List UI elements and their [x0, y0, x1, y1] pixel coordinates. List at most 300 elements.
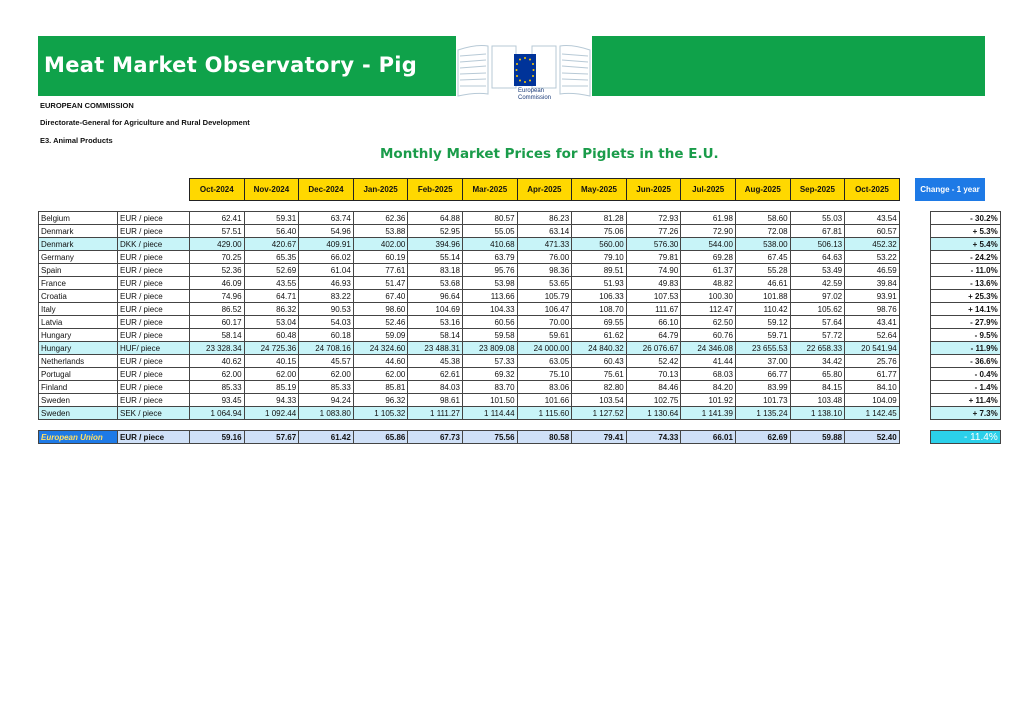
table-row	[39, 251, 1001, 264]
price-cell: 55.05	[462, 225, 517, 238]
price-cell: 72.08	[735, 225, 790, 238]
unit-cell: DKK / piece	[118, 238, 190, 251]
table-row	[39, 394, 1001, 407]
price-table	[38, 211, 1001, 420]
price-cell: 89.51	[572, 264, 627, 277]
price-cell: 54.96	[299, 225, 354, 238]
price-cell: 1 083.80	[299, 407, 354, 420]
price-cell: 86.23	[517, 212, 572, 225]
price-cell: 65.80	[790, 368, 845, 381]
spacer-cell	[899, 316, 930, 329]
price-cell: 63.14	[517, 225, 572, 238]
price-cell: 81.28	[572, 212, 627, 225]
price-cell: 70.13	[626, 368, 681, 381]
spacer-cell	[899, 290, 930, 303]
price-cell: 538.00	[735, 238, 790, 251]
price-cell: 61.62	[572, 329, 627, 342]
org-name: EUROPEAN COMMISSION	[40, 101, 134, 110]
price-cell: 55.14	[408, 251, 463, 264]
month-header: Aug-2025	[735, 178, 791, 201]
country-cell: Croatia	[39, 290, 118, 303]
price-cell: 46.59	[845, 264, 900, 277]
price-cell: 1 127.52	[572, 407, 627, 420]
price-cell: 1 111.27	[408, 407, 463, 420]
price-cell: 52.42	[626, 355, 681, 368]
price-cell: 77.26	[626, 225, 681, 238]
price-cell: 70.25	[190, 251, 245, 264]
price-cell: 55.28	[735, 264, 790, 277]
price-cell: 54.03	[299, 316, 354, 329]
price-cell: 101.73	[735, 394, 790, 407]
price-cell: 25.76	[845, 355, 900, 368]
unit-cell: EUR / piece	[118, 394, 190, 407]
price-cell: 23 488.31	[408, 342, 463, 355]
price-cell: 1 064.94	[190, 407, 245, 420]
price-cell: 410.68	[462, 238, 517, 251]
eu-price-cell: 61.42	[299, 431, 354, 444]
price-cell: 57.64	[790, 316, 845, 329]
price-cell: 57.72	[790, 329, 845, 342]
price-cell: 75.06	[572, 225, 627, 238]
price-cell: 402.00	[353, 238, 408, 251]
price-cell: 96.64	[408, 290, 463, 303]
price-cell: 1 115.60	[517, 407, 572, 420]
price-cell: 98.60	[353, 303, 408, 316]
price-cell: 94.33	[244, 394, 299, 407]
price-cell: 66.02	[299, 251, 354, 264]
price-cell: 43.55	[244, 277, 299, 290]
price-cell: 23 328.34	[190, 342, 245, 355]
table-row	[39, 303, 1001, 316]
price-cell: 63.79	[462, 251, 517, 264]
price-cell: 52.69	[244, 264, 299, 277]
price-cell: 53.68	[408, 277, 463, 290]
eu-price-cell: 66.01	[681, 431, 736, 444]
price-cell: 560.00	[572, 238, 627, 251]
price-cell: 420.67	[244, 238, 299, 251]
price-cell: 1 092.44	[244, 407, 299, 420]
price-cell: 96.32	[353, 394, 408, 407]
price-cell: 46.61	[735, 277, 790, 290]
table-row	[39, 212, 1001, 225]
spacer-cell	[899, 394, 930, 407]
price-cell: 85.19	[244, 381, 299, 394]
month-header: May-2025	[571, 178, 627, 201]
country-cell: Sweden	[39, 394, 118, 407]
price-cell: 98.61	[408, 394, 463, 407]
eu-price-cell: 59.16	[190, 431, 245, 444]
eu-average-table	[38, 430, 1001, 444]
spacer-cell	[899, 355, 930, 368]
price-cell: 43.41	[845, 316, 900, 329]
logo-text: European Commission	[518, 88, 552, 101]
price-cell: 57.33	[462, 355, 517, 368]
price-cell: 93.45	[190, 394, 245, 407]
unit-cell: EUR / piece	[118, 316, 190, 329]
price-cell: 22 658.33	[790, 342, 845, 355]
price-cell: 58.14	[408, 329, 463, 342]
spacer-cell	[899, 329, 930, 342]
price-cell: 61.98	[681, 212, 736, 225]
price-cell: 1 105.32	[353, 407, 408, 420]
eu-price-cell: 80.58	[517, 431, 572, 444]
table-row	[39, 290, 1001, 303]
price-cell: 48.82	[681, 277, 736, 290]
table-row	[39, 277, 1001, 290]
unit-cell: EUR / piece	[118, 381, 190, 394]
change-cell: + 25.3%	[930, 290, 1000, 303]
price-cell: 576.30	[626, 238, 681, 251]
price-cell: 40.62	[190, 355, 245, 368]
price-cell: 112.47	[681, 303, 736, 316]
price-cell: 104.33	[462, 303, 517, 316]
spacer-cell	[899, 407, 930, 420]
eu-price-cell: 67.73	[408, 431, 463, 444]
price-cell: 105.79	[517, 290, 572, 303]
table-row	[39, 381, 1001, 394]
price-cell: 70.00	[517, 316, 572, 329]
price-cell: 59.12	[735, 316, 790, 329]
price-cell: 59.58	[462, 329, 517, 342]
change-cell: + 5.4%	[930, 238, 1000, 251]
change-cell: - 24.2%	[930, 251, 1000, 264]
month-header: Apr-2025	[517, 178, 573, 201]
price-cell: 1 141.39	[681, 407, 736, 420]
country-cell: Denmark	[39, 225, 118, 238]
table-row	[39, 407, 1001, 420]
price-cell: 62.36	[353, 212, 408, 225]
unit-cell: EUR / piece	[118, 251, 190, 264]
price-cell: 69.32	[462, 368, 517, 381]
unit-cell: EUR / piece	[118, 368, 190, 381]
unit-cell: EUR / piece	[118, 290, 190, 303]
price-cell: 471.33	[517, 238, 572, 251]
unit-cell: EUR / piece	[118, 225, 190, 238]
price-cell: 85.33	[190, 381, 245, 394]
change-cell: - 36.6%	[930, 355, 1000, 368]
price-cell: 53.04	[244, 316, 299, 329]
price-cell: 52.46	[353, 316, 408, 329]
price-cell: 58.14	[190, 329, 245, 342]
price-cell: 51.93	[572, 277, 627, 290]
price-cell: 75.61	[572, 368, 627, 381]
month-header: Jul-2025	[680, 178, 736, 201]
table-row	[39, 342, 1001, 355]
price-cell: 61.04	[299, 264, 354, 277]
change-cell: - 0.4%	[930, 368, 1000, 381]
price-cell: 39.84	[845, 277, 900, 290]
price-cell: 46.09	[190, 277, 245, 290]
unit-cell: EUR / piece	[118, 277, 190, 290]
spacer-cell	[899, 303, 930, 316]
price-cell: 23 809.08	[462, 342, 517, 355]
price-cell: 83.70	[462, 381, 517, 394]
eu-price-cell: 74.33	[626, 431, 681, 444]
price-cell: 42.59	[790, 277, 845, 290]
price-cell: 24 725.36	[244, 342, 299, 355]
price-cell: 79.10	[572, 251, 627, 264]
change-cell: - 9.5%	[930, 329, 1000, 342]
title-banner	[38, 36, 985, 101]
price-cell: 24 000.00	[517, 342, 572, 355]
price-cell: 98.36	[517, 264, 572, 277]
spacer-cell	[899, 368, 930, 381]
price-cell: 24 324.60	[353, 342, 408, 355]
price-cell: 53.49	[790, 264, 845, 277]
country-cell: Hungary	[39, 329, 118, 342]
european-commission-logo	[456, 36, 592, 110]
table-row	[39, 238, 1001, 251]
price-cell: 66.10	[626, 316, 681, 329]
price-cell: 45.38	[408, 355, 463, 368]
price-cell: 60.76	[681, 329, 736, 342]
table-row	[39, 329, 1001, 342]
price-cell: 60.48	[244, 329, 299, 342]
price-cell: 64.71	[244, 290, 299, 303]
month-header: Jun-2025	[626, 178, 682, 201]
price-cell: 52.64	[845, 329, 900, 342]
price-cell: 84.03	[408, 381, 463, 394]
price-cell: 105.62	[790, 303, 845, 316]
price-cell: 56.40	[244, 225, 299, 238]
price-cell: 85.81	[353, 381, 408, 394]
country-cell: Finland	[39, 381, 118, 394]
price-cell: 104.09	[845, 394, 900, 407]
spacer-cell	[899, 342, 930, 355]
price-cell: 429.00	[190, 238, 245, 251]
price-cell: 90.53	[299, 303, 354, 316]
price-cell: 53.65	[517, 277, 572, 290]
price-cell: 106.47	[517, 303, 572, 316]
price-cell: 62.00	[299, 368, 354, 381]
price-cell: 53.22	[845, 251, 900, 264]
price-cell: 76.00	[517, 251, 572, 264]
price-cell: 52.95	[408, 225, 463, 238]
unit-cell: EUR / piece	[118, 329, 190, 342]
price-cell: 101.50	[462, 394, 517, 407]
price-cell: 98.76	[845, 303, 900, 316]
spacer-cell	[899, 212, 930, 225]
price-cell: 37.00	[735, 355, 790, 368]
eu-unit-cell: EUR / piece	[118, 431, 190, 444]
price-cell: 41.44	[681, 355, 736, 368]
price-cell: 103.54	[572, 394, 627, 407]
change-cell: + 11.4%	[930, 394, 1000, 407]
price-cell: 51.47	[353, 277, 408, 290]
price-cell: 62.00	[244, 368, 299, 381]
change-cell: - 13.6%	[930, 277, 1000, 290]
price-cell: 52.36	[190, 264, 245, 277]
country-cell: Denmark	[39, 238, 118, 251]
eu-price-cell: 59.88	[790, 431, 845, 444]
price-cell: 74.90	[626, 264, 681, 277]
price-cell: 100.30	[681, 290, 736, 303]
price-cell: 59.61	[517, 329, 572, 342]
price-cell: 95.76	[462, 264, 517, 277]
price-cell: 409.91	[299, 238, 354, 251]
change-cell: + 14.1%	[930, 303, 1000, 316]
table-row	[39, 355, 1001, 368]
price-cell: 58.60	[735, 212, 790, 225]
price-cell: 44.60	[353, 355, 408, 368]
table-row	[39, 264, 1001, 277]
price-cell: 65.35	[244, 251, 299, 264]
price-cell: 1 114.44	[462, 407, 517, 420]
price-cell: 1 138.10	[790, 407, 845, 420]
price-cell: 544.00	[681, 238, 736, 251]
price-cell: 506.13	[790, 238, 845, 251]
price-cell: 69.55	[572, 316, 627, 329]
table-row	[39, 316, 1001, 329]
price-cell: 60.17	[190, 316, 245, 329]
price-cell: 60.18	[299, 329, 354, 342]
month-header: Oct-2024	[189, 178, 245, 201]
country-cell: Germany	[39, 251, 118, 264]
price-cell: 102.75	[626, 394, 681, 407]
unit-cell: EUR / piece	[118, 303, 190, 316]
price-cell: 77.61	[353, 264, 408, 277]
price-cell: 24 840.32	[572, 342, 627, 355]
spacer-cell	[899, 238, 930, 251]
price-cell: 80.57	[462, 212, 517, 225]
price-cell: 62.41	[190, 212, 245, 225]
price-cell: 72.93	[626, 212, 681, 225]
price-cell: 20 541.94	[845, 342, 900, 355]
price-cell: 94.24	[299, 394, 354, 407]
spacer-cell	[899, 431, 930, 444]
price-cell: 452.32	[845, 238, 900, 251]
spacer-cell	[899, 225, 930, 238]
price-cell: 64.88	[408, 212, 463, 225]
unit-cell: EUR / piece	[118, 355, 190, 368]
price-cell: 86.32	[244, 303, 299, 316]
price-cell: 394.96	[408, 238, 463, 251]
country-cell: Hungary	[39, 342, 118, 355]
spacer-cell	[899, 381, 930, 394]
price-cell: 69.28	[681, 251, 736, 264]
eu-price-cell: 52.40	[845, 431, 900, 444]
price-cell: 53.16	[408, 316, 463, 329]
price-cell: 43.54	[845, 212, 900, 225]
eu-row	[39, 431, 1001, 444]
change-cell: - 27.9%	[930, 316, 1000, 329]
price-cell: 60.57	[845, 225, 900, 238]
spacer-cell	[899, 264, 930, 277]
eu-country-cell: European Union	[39, 431, 118, 444]
price-cell: 66.77	[735, 368, 790, 381]
price-cell: 61.77	[845, 368, 900, 381]
price-cell: 108.70	[572, 303, 627, 316]
unit-cell: EUR / piece	[118, 212, 190, 225]
price-cell: 1 142.45	[845, 407, 900, 420]
month-header: Oct-2025	[844, 178, 900, 201]
price-cell: 59.09	[353, 329, 408, 342]
country-cell: Belgium	[39, 212, 118, 225]
price-cell: 83.22	[299, 290, 354, 303]
price-cell: 53.98	[462, 277, 517, 290]
price-cell: 63.74	[299, 212, 354, 225]
month-header: Sep-2025	[790, 178, 846, 201]
price-cell: 57.51	[190, 225, 245, 238]
price-cell: 67.40	[353, 290, 408, 303]
directorate-name: Directorate-General for Agriculture and Rural Development	[40, 118, 250, 127]
price-cell: 84.15	[790, 381, 845, 394]
country-cell: France	[39, 277, 118, 290]
price-cell: 107.53	[626, 290, 681, 303]
country-cell: Sweden	[39, 407, 118, 420]
price-cell: 1 135.24	[735, 407, 790, 420]
price-cell: 83.18	[408, 264, 463, 277]
price-cell: 103.48	[790, 394, 845, 407]
change-cell: - 11.0%	[930, 264, 1000, 277]
price-cell: 67.81	[790, 225, 845, 238]
change-cell: - 1.4%	[930, 381, 1000, 394]
country-cell: Netherlands	[39, 355, 118, 368]
month-header: Jan-2025	[353, 178, 409, 201]
price-cell: 101.88	[735, 290, 790, 303]
price-cell: 64.79	[626, 329, 681, 342]
price-cell: 101.66	[517, 394, 572, 407]
spacer-cell	[899, 251, 930, 264]
unit-cell: HUF/ piece	[118, 342, 190, 355]
change-cell: - 11.9%	[930, 342, 1000, 355]
price-cell: 34.42	[790, 355, 845, 368]
price-cell: 68.03	[681, 368, 736, 381]
price-cell: 46.93	[299, 277, 354, 290]
price-cell: 26 076.67	[626, 342, 681, 355]
spacer-cell	[899, 277, 930, 290]
price-cell: 40.15	[244, 355, 299, 368]
table-row	[39, 225, 1001, 238]
price-cell: 106.33	[572, 290, 627, 303]
country-cell: Latvia	[39, 316, 118, 329]
change-cell: - 30.2%	[930, 212, 1000, 225]
eu-price-cell: 57.67	[244, 431, 299, 444]
month-header: Mar-2025	[462, 178, 518, 201]
month-header: Dec-2024	[298, 178, 354, 201]
price-cell: 111.67	[626, 303, 681, 316]
price-cell: 60.19	[353, 251, 408, 264]
page-title: Meat Market Observatory - Pig	[44, 53, 418, 77]
price-cell: 101.92	[681, 394, 736, 407]
price-cell: 84.46	[626, 381, 681, 394]
price-cell: 62.50	[681, 316, 736, 329]
price-cell: 84.10	[845, 381, 900, 394]
price-cell: 84.20	[681, 381, 736, 394]
price-cell: 60.43	[572, 355, 627, 368]
price-cell: 64.63	[790, 251, 845, 264]
eu-change-cell: - 11.4%	[930, 431, 1000, 444]
price-cell: 23 655.53	[735, 342, 790, 355]
table-row	[39, 368, 1001, 381]
unit-cell: SEK / piece	[118, 407, 190, 420]
price-cell: 74.96	[190, 290, 245, 303]
eu-price-cell: 62.69	[735, 431, 790, 444]
unit-cell: EUR / piece	[118, 264, 190, 277]
price-cell: 59.31	[244, 212, 299, 225]
price-cell: 67.45	[735, 251, 790, 264]
price-cell: 62.00	[353, 368, 408, 381]
change-cell: + 7.3%	[930, 407, 1000, 420]
price-cell: 45.57	[299, 355, 354, 368]
table-title: Monthly Market Prices for Piglets in the E.U.	[380, 146, 719, 162]
eu-price-cell: 65.86	[353, 431, 408, 444]
price-cell: 24 708.16	[299, 342, 354, 355]
price-cell: 83.99	[735, 381, 790, 394]
price-cell: 53.88	[353, 225, 408, 238]
country-cell: Spain	[39, 264, 118, 277]
price-cell: 60.56	[462, 316, 517, 329]
